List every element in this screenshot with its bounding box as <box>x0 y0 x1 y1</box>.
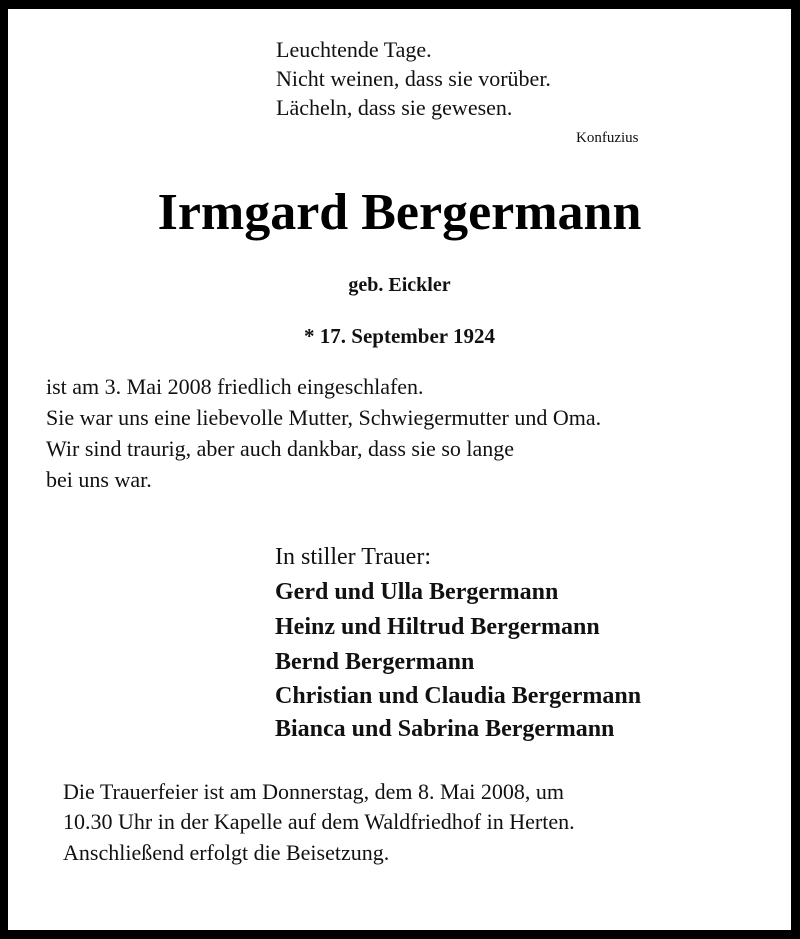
mourner-name: Gerd und Ulla Bergermann <box>275 579 559 605</box>
mourner-name: Bernd Bergermann <box>275 649 475 675</box>
body-line: bei uns war. <box>46 467 152 492</box>
funeral-line: Die Trauerfeier ist am Donnerstag, dem 8. Mai 2008, um <box>63 779 565 804</box>
birth-date: * 17. September 1924 <box>304 324 495 348</box>
body-line: Wir sind traurig, aber auch dankbar, dass sie so lange <box>46 436 515 461</box>
mourner-name: Christian und Claudia Bergermann <box>275 683 642 709</box>
quote-line: Nicht weinen, dass sie vorüber. <box>276 66 551 91</box>
body-line: Sie war uns eine liebevolle Mutter, Schwiegermutter und Oma. <box>46 405 602 430</box>
mourner-name: Heinz und Hiltrud Bergermann <box>275 614 600 640</box>
quote-line: Lächeln, dass sie gewesen. <box>276 95 513 120</box>
maiden-name: geb. Eickler <box>348 274 451 296</box>
mourners-heading: In stiller Trauer: <box>275 544 431 570</box>
quote-author: Konfuzius <box>576 130 639 146</box>
funeral-line: 10.30 Uhr in der Kapelle auf dem Waldfriedhof in Herten. <box>63 809 575 834</box>
mourner-name: Bianca und Sabrina Bergermann <box>275 716 615 742</box>
funeral-line: Anschließend erfolgt die Beisetzung. <box>63 840 390 865</box>
deceased-name: Irmgard Bergermann <box>157 184 642 241</box>
obituary-notice <box>8 9 791 930</box>
body-line: ist am 3. Mai 2008 friedlich eingeschlafen. <box>46 374 424 399</box>
quote-line: Leuchtende Tage. <box>276 37 432 62</box>
